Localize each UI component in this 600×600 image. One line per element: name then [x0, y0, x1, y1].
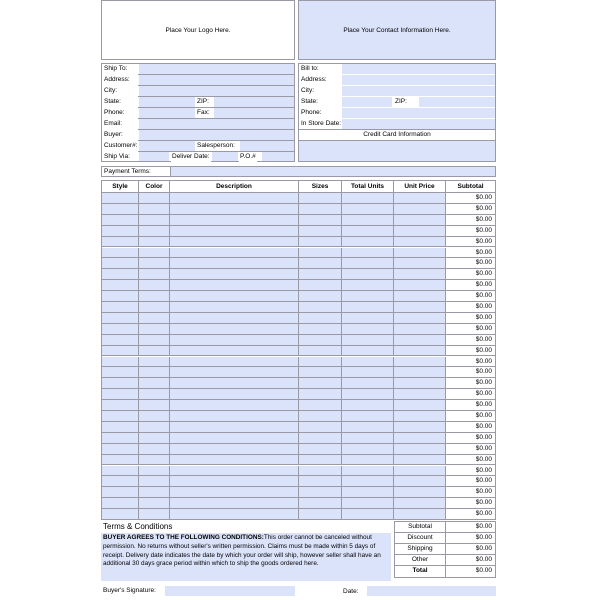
signature-date-field[interactable] — [367, 586, 496, 596]
bill-label-address: Address: — [301, 76, 327, 83]
row-subtotal: $0.00 — [446, 346, 495, 357]
ship-label-zip: ZIP: — [197, 98, 209, 105]
table-cell[interactable] — [102, 444, 139, 455]
salesperson-field[interactable] — [240, 141, 294, 151]
table-cell[interactable] — [139, 302, 170, 313]
row-subtotal: $0.00 — [446, 313, 495, 324]
table-cell[interactable] — [170, 411, 299, 422]
table-cell[interactable] — [299, 248, 342, 259]
table-cell[interactable] — [102, 498, 139, 509]
customer-number-field[interactable] — [139, 141, 195, 151]
table-cell[interactable] — [299, 280, 342, 291]
table-cell[interactable] — [139, 378, 170, 389]
table-cell[interactable] — [394, 422, 446, 433]
table-cell[interactable] — [342, 269, 394, 280]
table-cell[interactable] — [139, 291, 170, 302]
row-subtotal: $0.00 — [446, 193, 495, 204]
table-cell[interactable] — [299, 215, 342, 226]
table-cell[interactable] — [342, 389, 394, 400]
table-cell[interactable] — [342, 193, 394, 204]
table-cell[interactable] — [299, 422, 342, 433]
table-cell[interactable] — [102, 433, 139, 444]
table-cell[interactable] — [170, 422, 299, 433]
table-cell[interactable] — [299, 444, 342, 455]
terms-title: Terms & Conditions — [103, 522, 173, 531]
table-cell[interactable] — [102, 258, 139, 269]
totals-value-discount: $0.00 — [475, 534, 492, 541]
table-cell[interactable] — [342, 215, 394, 226]
table-cell[interactable] — [342, 346, 394, 357]
table-cell[interactable] — [299, 455, 342, 466]
ship-label-fax: Fax: — [197, 109, 210, 116]
bill-label-state: State: — [301, 98, 318, 105]
bill-label-bill-to: Bill to: — [301, 65, 319, 72]
row-subtotal: $0.00 — [446, 498, 495, 509]
table-cell[interactable] — [170, 258, 299, 269]
row-subtotal: $0.00 — [446, 367, 495, 378]
row-subtotal: $0.00 — [446, 324, 495, 335]
table-cell[interactable] — [139, 422, 170, 433]
bill-address-field[interactable] — [342, 75, 495, 85]
line-items-table — [101, 180, 496, 520]
table-cell[interactable] — [299, 226, 342, 237]
table-cell[interactable] — [102, 346, 139, 357]
payment-terms-row — [101, 166, 496, 177]
payment-terms-input[interactable] — [170, 167, 495, 176]
ship-label-ship-to: Ship To: — [104, 65, 128, 72]
table-cell[interactable] — [299, 411, 342, 422]
table-cell[interactable] — [170, 291, 299, 302]
table-cell[interactable] — [342, 422, 394, 433]
table-cell[interactable] — [394, 433, 446, 444]
table-cell[interactable] — [299, 357, 342, 368]
table-cell[interactable] — [299, 498, 342, 509]
ship-label-state: State: — [104, 98, 121, 105]
row-subtotal: $0.00 — [446, 411, 495, 422]
table-cell[interactable] — [394, 313, 446, 324]
table-cell[interactable] — [170, 487, 299, 498]
table-cell[interactable] — [170, 498, 299, 509]
table-cell[interactable] — [170, 280, 299, 291]
table-cell[interactable] — [394, 476, 446, 487]
table-cell[interactable] — [394, 411, 446, 422]
credit-card-field[interactable] — [299, 140, 495, 161]
ship-label-salesperson: Salesperson: — [197, 142, 235, 149]
logo-box — [101, 0, 295, 60]
table-cell[interactable] — [170, 509, 299, 520]
table-cell[interactable] — [139, 226, 170, 237]
table-cell[interactable] — [102, 455, 139, 466]
column-header-total-units: Total Units — [342, 181, 394, 193]
table-cell[interactable] — [170, 324, 299, 335]
table-cell[interactable] — [170, 248, 299, 259]
contact-box — [298, 0, 496, 60]
row-subtotal: $0.00 — [446, 476, 495, 487]
table-cell[interactable] — [139, 509, 170, 520]
table-cell[interactable] — [170, 433, 299, 444]
table-cell[interactable] — [102, 367, 139, 378]
table-cell[interactable] — [139, 313, 170, 324]
table-cell[interactable] — [139, 498, 170, 509]
table-cell[interactable] — [170, 269, 299, 280]
table-cell[interactable] — [170, 237, 299, 248]
table-cell[interactable] — [342, 476, 394, 487]
table-cell[interactable] — [139, 204, 170, 215]
totals-value-shipping: $0.00 — [475, 545, 492, 552]
table-cell[interactable] — [170, 389, 299, 400]
ship-zip-field[interactable] — [214, 97, 294, 107]
table-cell[interactable] — [102, 280, 139, 291]
ship-label-buyer: Buyer: — [104, 131, 123, 138]
table-cell[interactable] — [342, 226, 394, 237]
table-cell[interactable] — [394, 237, 446, 248]
table-cell[interactable] — [102, 269, 139, 280]
table-cell[interactable] — [394, 455, 446, 466]
table-cell[interactable] — [139, 487, 170, 498]
table-cell[interactable] — [394, 204, 446, 215]
table-cell[interactable] — [299, 367, 342, 378]
table-cell[interactable] — [342, 509, 394, 520]
row-subtotal: $0.00 — [446, 466, 495, 477]
table-cell[interactable] — [394, 509, 446, 520]
ship-to-field[interactable] — [139, 64, 294, 74]
table-cell[interactable] — [394, 466, 446, 477]
row-subtotal: $0.00 — [446, 204, 495, 215]
row-subtotal: $0.00 — [446, 444, 495, 455]
table-cell[interactable] — [394, 498, 446, 509]
table-cell[interactable] — [342, 302, 394, 313]
table-cell[interactable] — [102, 204, 139, 215]
in-store-date-field[interactable] — [342, 119, 495, 129]
row-subtotal: $0.00 — [446, 389, 495, 400]
column-header-style: Style — [102, 181, 139, 193]
table-cell[interactable] — [102, 476, 139, 487]
deliver-date-field[interactable] — [212, 152, 238, 161]
ship-to-section — [101, 63, 295, 162]
table-cell[interactable] — [102, 422, 139, 433]
table-cell[interactable] — [170, 378, 299, 389]
table-cell[interactable] — [342, 324, 394, 335]
table-cell[interactable] — [299, 237, 342, 248]
row-subtotal: $0.00 — [446, 335, 495, 346]
table-cell[interactable] — [394, 400, 446, 411]
totals-value-subtotal: $0.00 — [475, 523, 492, 530]
contact-placeholder: Place Your Contact Information Here. — [343, 27, 451, 34]
table-cell[interactable] — [170, 335, 299, 346]
table-cell[interactable] — [102, 411, 139, 422]
table-cell[interactable] — [394, 346, 446, 357]
table-cell[interactable] — [170, 204, 299, 215]
table-cell[interactable] — [342, 357, 394, 368]
table-cell[interactable] — [394, 291, 446, 302]
table-cell[interactable] — [394, 378, 446, 389]
table-cell[interactable] — [342, 411, 394, 422]
totals-block — [394, 521, 496, 578]
ship-label-ship-via: Ship Via: — [104, 153, 130, 160]
row-subtotal: $0.00 — [446, 400, 495, 411]
table-cell[interactable] — [170, 215, 299, 226]
table-cell[interactable] — [299, 378, 342, 389]
table-cell[interactable] — [342, 498, 394, 509]
po-number-field[interactable] — [262, 152, 294, 161]
column-header-color: Color — [139, 181, 170, 193]
table-cell[interactable] — [102, 215, 139, 226]
ship-state-field[interactable] — [139, 97, 195, 107]
table-cell[interactable] — [342, 466, 394, 477]
totals-label-other: Other — [411, 556, 429, 563]
table-cell[interactable] — [299, 324, 342, 335]
terms-section — [101, 521, 393, 581]
table-cell[interactable] — [342, 204, 394, 215]
table-cell[interactable] — [342, 248, 394, 259]
table-cell[interactable] — [299, 335, 342, 346]
row-subtotal: $0.00 — [446, 422, 495, 433]
table-cell[interactable] — [170, 346, 299, 357]
table-cell[interactable] — [342, 400, 394, 411]
table-cell[interactable] — [139, 357, 170, 368]
ship-fax-field[interactable] — [214, 108, 294, 118]
ship-address-field[interactable] — [139, 75, 294, 85]
table-cell[interactable] — [342, 291, 394, 302]
table-cell[interactable] — [139, 335, 170, 346]
totals-label-discount: Discount — [407, 534, 433, 541]
table-cell[interactable] — [342, 487, 394, 498]
column-header-sizes: Sizes — [299, 181, 342, 193]
table-cell[interactable] — [299, 433, 342, 444]
table-cell[interactable] — [299, 313, 342, 324]
row-subtotal: $0.00 — [446, 487, 495, 498]
table-cell[interactable] — [139, 476, 170, 487]
column-header-unit-price: Unit Price — [394, 181, 446, 193]
totals-value-total: $0.00 — [475, 567, 492, 574]
table-cell[interactable] — [170, 367, 299, 378]
table-cell[interactable] — [139, 346, 170, 357]
table-cell[interactable] — [394, 269, 446, 280]
table-cell[interactable] — [342, 313, 394, 324]
ship-label-po-num: P.O.# — [240, 153, 256, 160]
table-cell[interactable] — [170, 400, 299, 411]
bill-to-field[interactable] — [342, 64, 495, 74]
row-subtotal: $0.00 — [446, 455, 495, 466]
payment-terms-label: Payment Terms: — [104, 168, 151, 175]
row-subtotal: $0.00 — [446, 433, 495, 444]
table-cell[interactable] — [394, 487, 446, 498]
table-cell[interactable] — [299, 346, 342, 357]
ship-label-email: Email: — [104, 120, 123, 127]
table-cell[interactable] — [170, 455, 299, 466]
table-cell[interactable] — [102, 378, 139, 389]
table-cell[interactable] — [170, 357, 299, 368]
table-cell[interactable] — [299, 193, 342, 204]
totals-value-other: $0.00 — [475, 556, 492, 563]
table-cell[interactable] — [170, 226, 299, 237]
table-cell[interactable] — [342, 444, 394, 455]
table-cell[interactable] — [299, 204, 342, 215]
terms-body: This order cannot be canceled without permission. No returns without seller's written permission. Claims must be made within 5 days of receipt. Delivery date indicates the date by which your order will ship, however seller shall have an additional 30 days grace period within which to ship the goods ordered here. — [103, 534, 381, 568]
table-cell[interactable] — [170, 313, 299, 324]
table-cell[interactable] — [299, 389, 342, 400]
totals-label-subtotal: Subtotal — [408, 523, 432, 530]
table-cell[interactable] — [299, 291, 342, 302]
table-cell[interactable] — [342, 367, 394, 378]
table-cell[interactable] — [139, 444, 170, 455]
table-cell[interactable] — [102, 466, 139, 477]
table-cell[interactable] — [394, 389, 446, 400]
row-subtotal: $0.00 — [446, 237, 495, 248]
table-cell[interactable] — [299, 400, 342, 411]
table-cell[interactable] — [102, 509, 139, 520]
table-cell[interactable] — [299, 302, 342, 313]
table-cell[interactable] — [299, 476, 342, 487]
ship-label-deliver-date: Deliver Date: — [172, 153, 210, 160]
table-cell[interactable] — [342, 237, 394, 248]
table-cell[interactable] — [299, 487, 342, 498]
table-cell[interactable] — [139, 215, 170, 226]
table-cell[interactable] — [299, 258, 342, 269]
table-cell[interactable] — [170, 444, 299, 455]
ship-via-field[interactable] — [139, 152, 169, 161]
row-subtotal: $0.00 — [446, 378, 495, 389]
table-cell[interactable] — [394, 193, 446, 204]
bill-label-city: City: — [301, 87, 314, 94]
bill-city-field[interactable] — [342, 86, 495, 96]
credit-card-info-label: Credit Card Information — [299, 129, 495, 141]
row-subtotal: $0.00 — [446, 248, 495, 259]
row-subtotal: $0.00 — [446, 509, 495, 520]
table-cell[interactable] — [394, 226, 446, 237]
row-subtotal: $0.00 — [446, 215, 495, 226]
table-cell[interactable] — [394, 324, 446, 335]
table-cell[interactable] — [102, 324, 139, 335]
table-cell[interactable] — [139, 367, 170, 378]
column-header-description: Description — [170, 181, 299, 193]
table-cell[interactable] — [139, 237, 170, 248]
table-cell[interactable] — [299, 269, 342, 280]
bill-state-field[interactable] — [342, 97, 392, 107]
table-cell[interactable] — [139, 411, 170, 422]
table-cell[interactable] — [170, 466, 299, 477]
ship-buyer-field[interactable] — [139, 130, 294, 140]
bill-label-phone: Phone: — [301, 109, 322, 116]
table-cell[interactable] — [102, 193, 139, 204]
table-cell[interactable] — [139, 389, 170, 400]
column-header-subtotal: Subtotal — [446, 181, 495, 193]
table-cell[interactable] — [139, 400, 170, 411]
table-cell[interactable] — [102, 389, 139, 400]
table-cell[interactable] — [170, 476, 299, 487]
terms-text — [101, 533, 391, 581]
table-cell[interactable] — [102, 302, 139, 313]
table-cell[interactable] — [102, 313, 139, 324]
table-cell[interactable] — [342, 378, 394, 389]
table-cell[interactable] — [394, 335, 446, 346]
bill-to-section — [298, 63, 496, 162]
table-cell[interactable] — [394, 248, 446, 259]
table-cell[interactable] — [170, 193, 299, 204]
table-cell[interactable] — [139, 433, 170, 444]
table-cell[interactable] — [342, 335, 394, 346]
table-cell[interactable] — [102, 291, 139, 302]
ship-city-field[interactable] — [139, 86, 294, 96]
table-cell[interactable] — [102, 335, 139, 346]
totals-label-shipping: Shipping — [407, 545, 433, 552]
table-cell[interactable] — [139, 466, 170, 477]
table-cell[interactable] — [139, 280, 170, 291]
totals-label-total: Total — [412, 567, 428, 574]
bill-label-in-store-date: In Store Date: — [301, 120, 342, 127]
table-cell[interactable] — [139, 258, 170, 269]
table-cell[interactable] — [139, 324, 170, 335]
table-cell[interactable] — [342, 258, 394, 269]
buyer-signature-label: Buyer's Signature: — [103, 587, 156, 594]
table-cell[interactable] — [170, 302, 299, 313]
table-cell[interactable] — [102, 487, 139, 498]
table-cell[interactable] — [394, 215, 446, 226]
date-label: Date: — [343, 588, 359, 595]
row-subtotal: $0.00 — [446, 291, 495, 302]
row-subtotal: $0.00 — [446, 226, 495, 237]
table-cell[interactable] — [102, 357, 139, 368]
table-cell[interactable] — [394, 302, 446, 313]
table-cell[interactable] — [394, 280, 446, 291]
table-cell[interactable] — [342, 433, 394, 444]
table-cell[interactable] — [102, 226, 139, 237]
bill-label-zip: ZIP: — [395, 98, 407, 105]
table-cell[interactable] — [299, 466, 342, 477]
table-cell[interactable] — [342, 280, 394, 291]
ship-label-city: City: — [104, 87, 117, 94]
logo-placeholder: Place Your Logo Here. — [165, 27, 231, 34]
table-cell[interactable] — [102, 237, 139, 248]
table-cell[interactable] — [394, 367, 446, 378]
row-subtotal: $0.00 — [446, 280, 495, 291]
table-cell[interactable] — [139, 269, 170, 280]
ship-label-phone: Phone: — [104, 109, 125, 116]
row-subtotal: $0.00 — [446, 302, 495, 313]
table-cell[interactable] — [342, 455, 394, 466]
terms-bold-intro: BUYER AGREES TO THE FOLLOWING CONDITIONS: — [103, 534, 264, 541]
row-subtotal: $0.00 — [446, 357, 495, 368]
table-cell[interactable] — [299, 509, 342, 520]
bill-phone-field[interactable] — [342, 108, 495, 118]
row-subtotal: $0.00 — [446, 269, 495, 280]
table-cell[interactable] — [102, 400, 139, 411]
table-cell[interactable] — [394, 444, 446, 455]
table-cell[interactable] — [139, 248, 170, 259]
ship-email-field[interactable] — [139, 119, 294, 129]
bill-zip-field[interactable] — [419, 97, 495, 107]
ship-phone-field[interactable] — [139, 108, 195, 118]
table-cell[interactable] — [139, 193, 170, 204]
table-cell[interactable] — [102, 248, 139, 259]
ship-label-customer-num: Customer#: — [104, 142, 138, 149]
table-cell[interactable] — [394, 258, 446, 269]
buyer-signature-field[interactable] — [165, 586, 295, 596]
row-subtotal: $0.00 — [446, 258, 495, 269]
table-cell[interactable] — [139, 455, 170, 466]
table-cell[interactable] — [394, 357, 446, 368]
ship-label-address: Address: — [104, 76, 130, 83]
